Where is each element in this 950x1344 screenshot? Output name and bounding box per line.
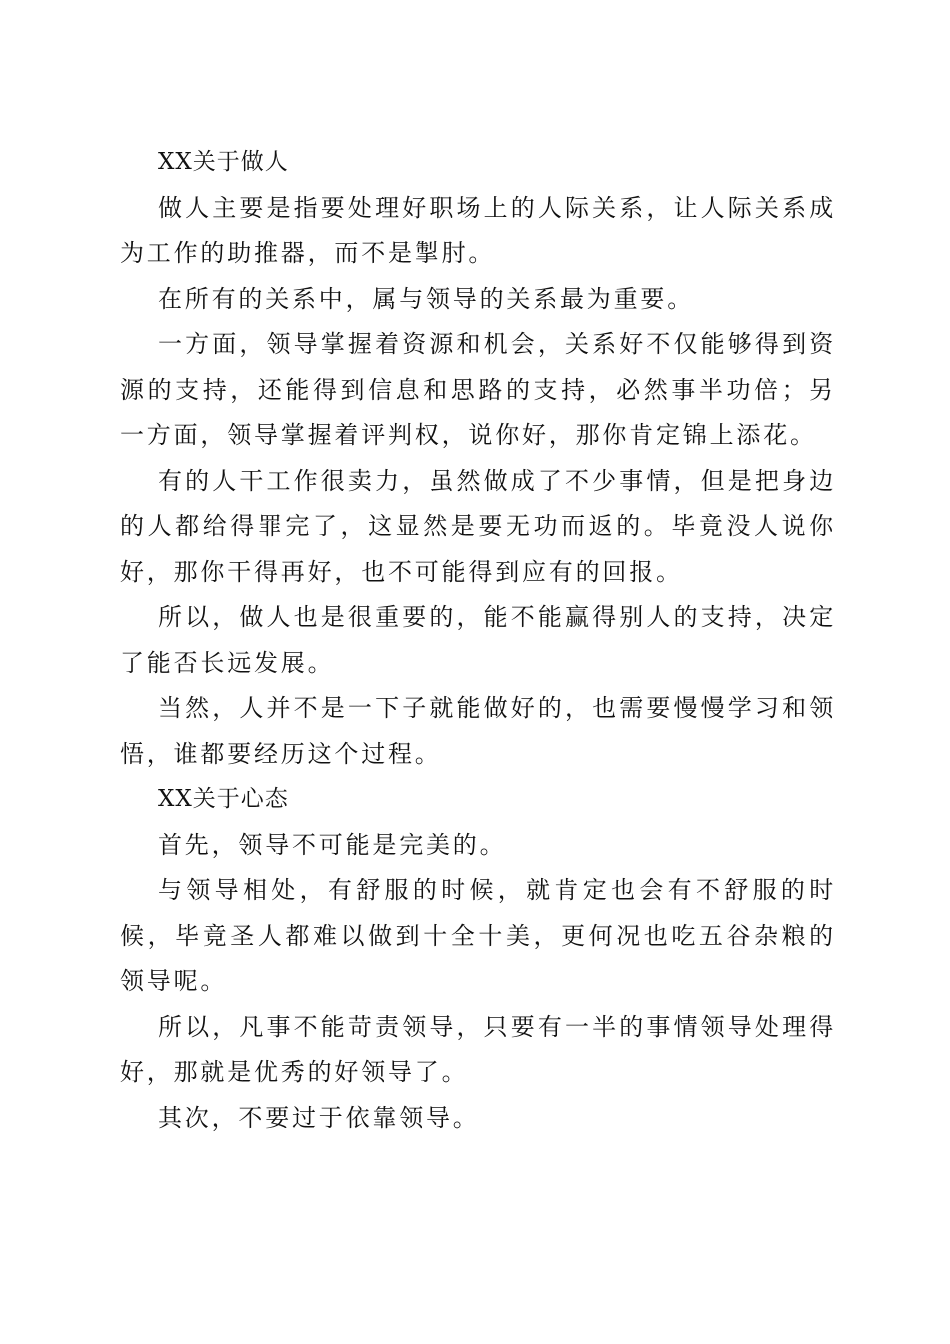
paragraph-2: 在所有的关系中，属与领导的关系最为重要。 <box>158 284 694 313</box>
section-heading-1: XX关于做人 <box>158 149 289 175</box>
paragraph-9: 所以，凡事不能苛责领导，只要有一半的事情领导处理得好，那就是优秀的好领导了。 <box>120 1012 836 1086</box>
paragraph-1: 做人主要是指要处理好职场上的人际关系，让人际关系成为工作的助推器，而不是掣肘。 <box>120 193 836 267</box>
section-heading-2: XX关于心态 <box>158 786 289 812</box>
paragraph-7: 首先，领导不可能是完美的。 <box>158 830 507 859</box>
paragraph-6: 当然，人并不是一下子就能做好的，也需要慢慢学习和领悟，谁都要经历这个过程。 <box>120 694 836 768</box>
paragraph-4: 有的人干工作很卖力，虽然做成了不少事情，但是把身边的人都给得罪完了，这显然是要无功而返的。毕竟没人说你好，那你干得再好，也不可能得到应有的回报。 <box>120 466 836 586</box>
paragraph-8: 与领导相处，有舒服的时候，就肯定也会有不舒服的时候，毕竟圣人都难以做到十全十美，更何况也吃五谷杂粮的领导呢。 <box>120 876 836 995</box>
paragraph-3: 一方面，领导掌握着资源和机会，关系好不仅能够得到资源的支持，还能得到信息和思路的支持，必然事半功倍；另一方面，领导掌握着评判权，说你好，那你肯定锦上添花。 <box>120 330 836 449</box>
document-body <box>120 140 836 1141</box>
paragraph-5: 所以，做人也是很重要的，能不能赢得别人的支持，决定了能否长远发展。 <box>120 603 836 677</box>
paragraph-10: 其次，不要过于依靠领导。 <box>158 1103 480 1132</box>
